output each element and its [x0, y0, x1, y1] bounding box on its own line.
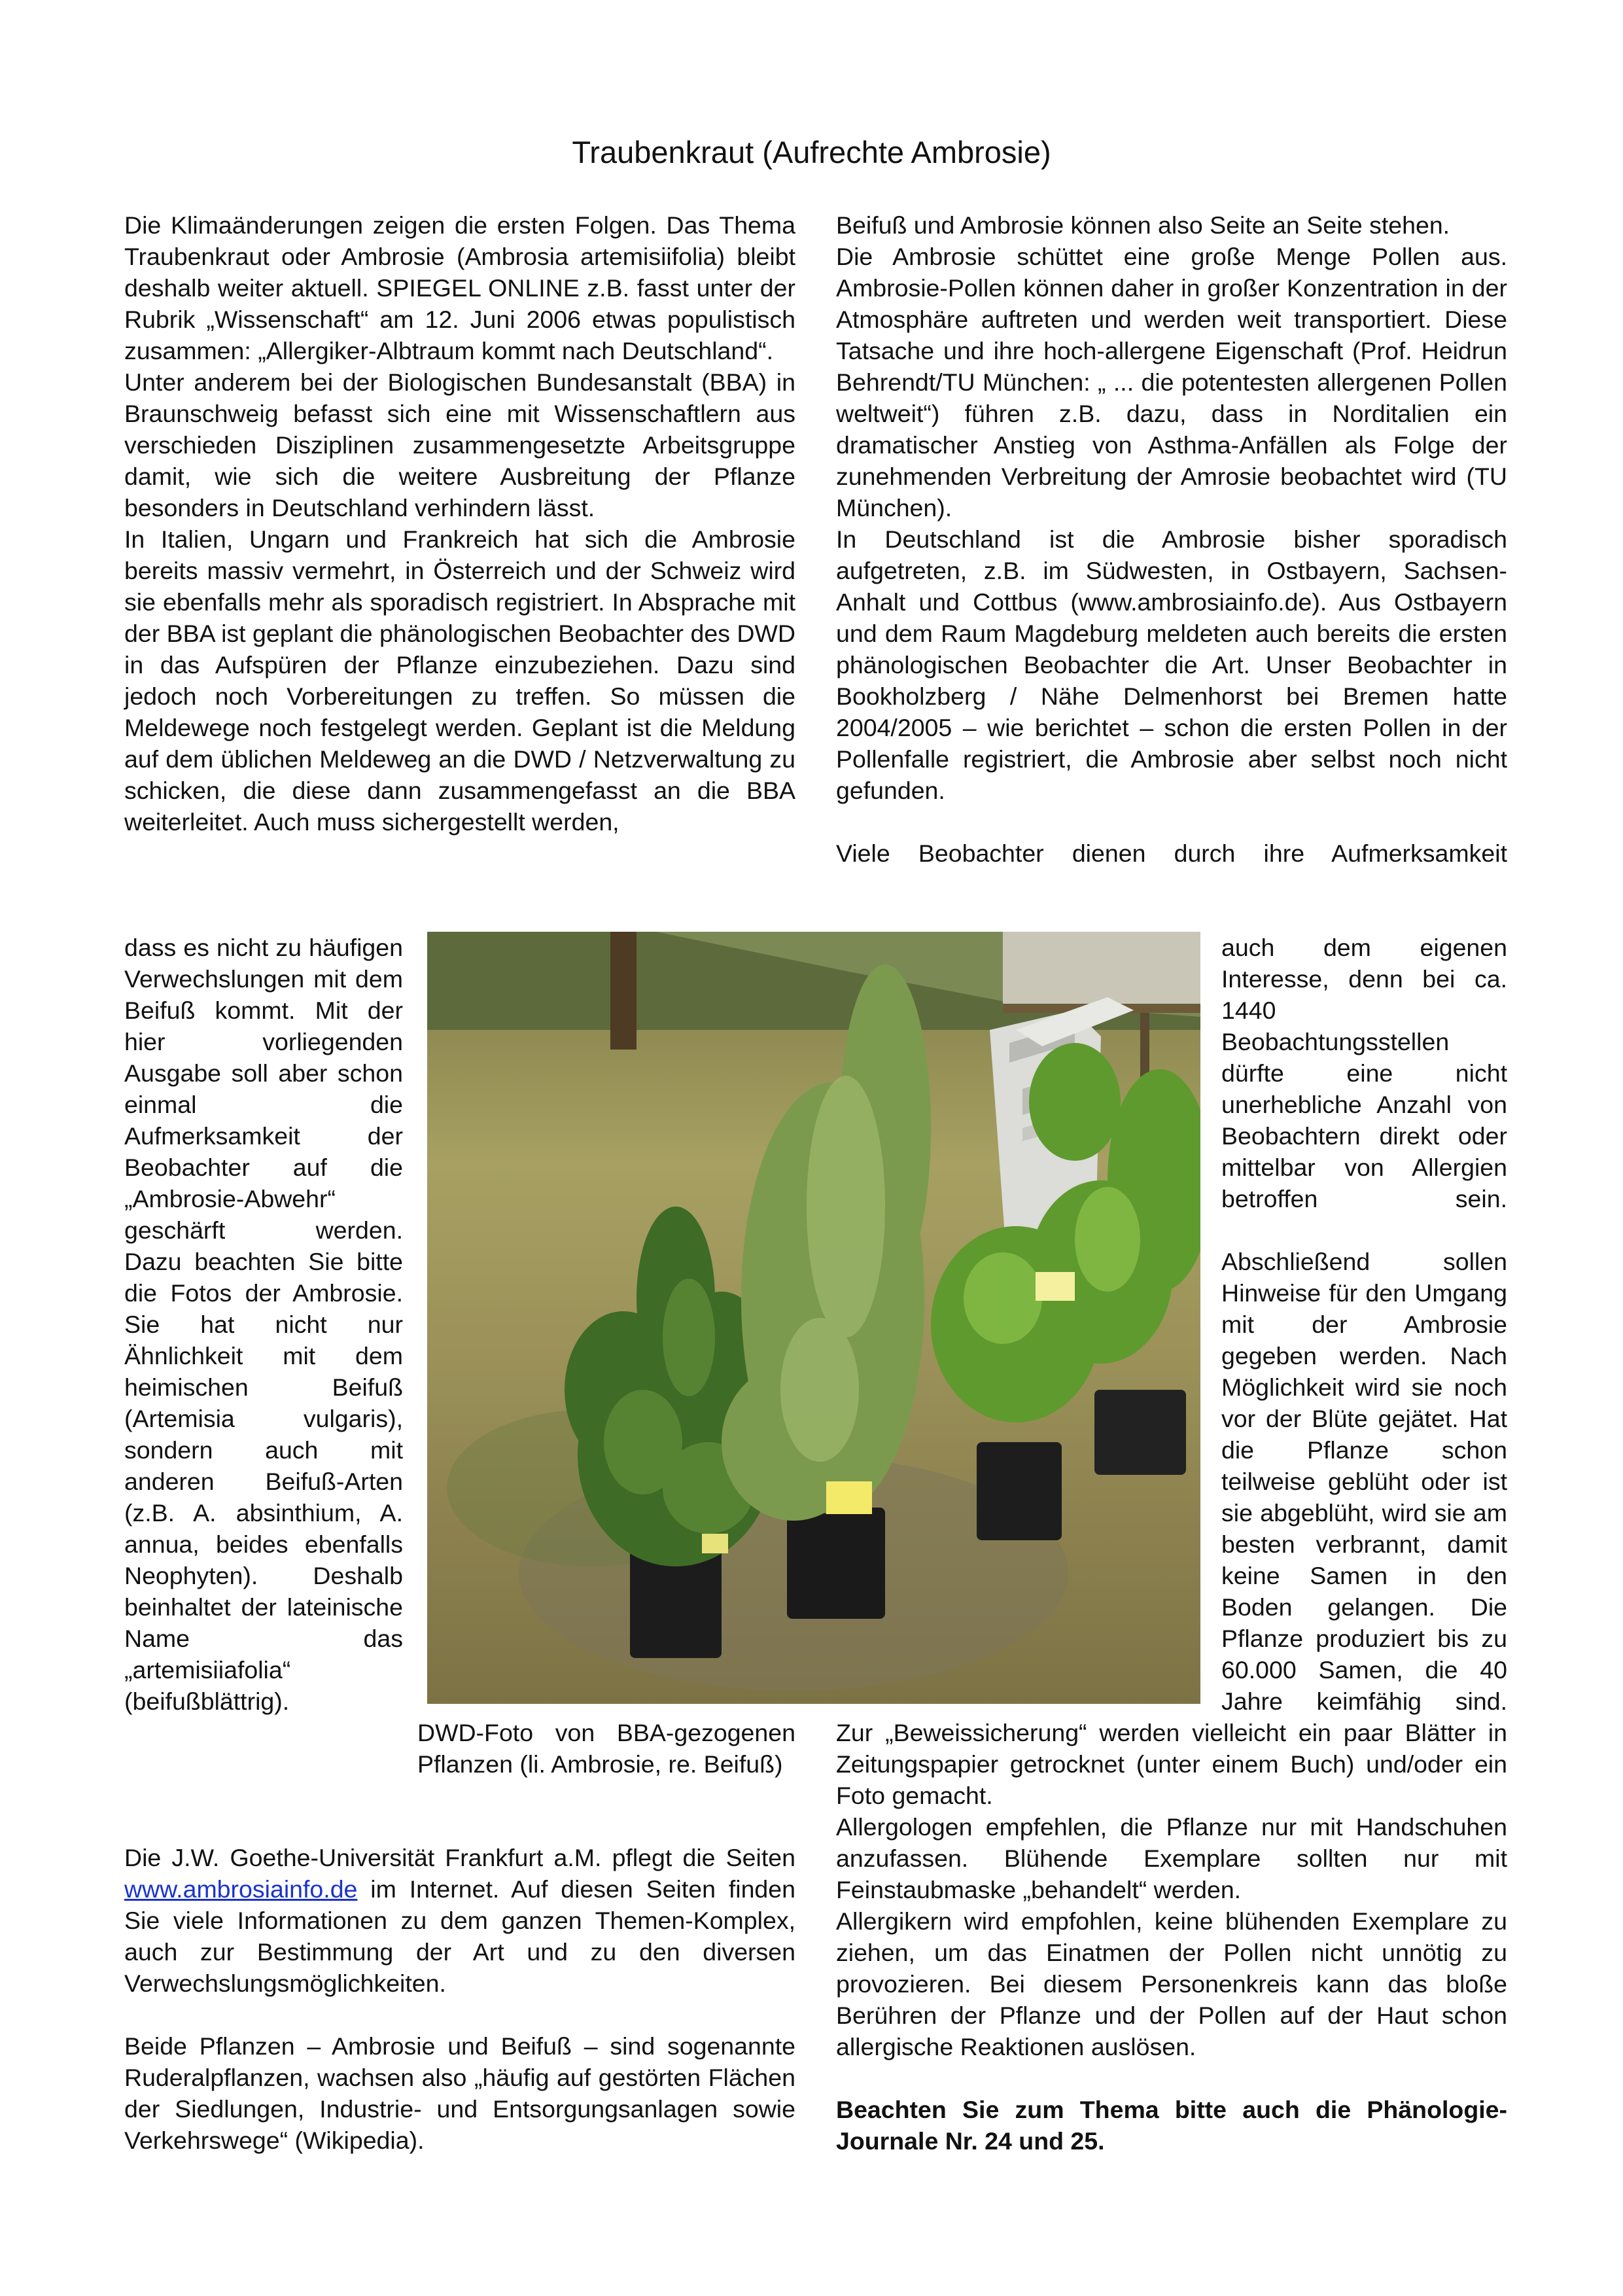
page-title: Traubenkraut (Aufrechte Ambrosie)	[572, 135, 1051, 169]
plant-photo	[427, 932, 1200, 1704]
right-column-narrow	[1221, 932, 1507, 1717]
caption-text: DWD-Foto von BBA-gezogenen Pflanzen (li. Ambrosie, re. Beifuß)	[417, 1719, 795, 1778]
paragraph: Beifuß und Ambrosie können also Seite an Seite stehen.	[836, 211, 1450, 239]
photo-caption	[417, 1717, 795, 1780]
paragraph: Dazu beachten Sie bitte die Fotos der Ambrosie.	[124, 1248, 403, 1307]
right-column-bottom	[836, 1717, 1507, 2157]
text: Die J.W. Goethe-Universität Frankfurt a.M. pflegt die Seiten	[124, 1844, 795, 1871]
paragraph: Unter anderem bei der Biologischen Bundesanstalt (BBA) in Braunschweig befasst sich eine mit Wissenschaftlern aus verschieden Disziplinen zusammengesetzte Arbeitsgruppe damit, wie sich die weitere Ausbreitung der Pflanze besonders in Deutschland verhindern lässt.	[124, 368, 795, 521]
paragraph: Die Klimaänderungen zeigen die ersten Folgen. Das Thema Traubenkraut oder Ambrosie (Ambrosia artemisiifolia) bleibt deshalb weiter aktuell. SPIEGEL ONLINE z.B. fasst unter der Rubrik „Wissenschaft“ am 12. Juni 2006 etwas populistisch zusammen: „Allergiker-Albtraum kommt nach Deutschland“.	[124, 211, 795, 364]
paragraph: auch dem eigenen Interesse, denn bei ca. 1440 Beobachtungsstellen dürfte eine nicht unerhebliche Anzahl von Beobachtern direkt oder mittelbar von Allergien betroffen sein.	[1221, 934, 1507, 1212]
paragraph: Allergologen empfehlen, die Pflanze nur mit Handschuhen anzufassen. Blühende Exemplare sollten nur mit Feinstaubmaske „behandelt“ werden.	[836, 1813, 1507, 1903]
left-column-narrow	[124, 932, 403, 1717]
paragraph: Allergikern wird empfohlen, keine blühenden Exemplare zu ziehen, um das Einatmen der Pollen nicht unnötig zu provozieren. Bei diesem Personenkreis kann das bloße Berühren der Pflanze und der Pollen auf der Haut schon allergische Reaktionen auslösen.	[836, 1907, 1507, 2060]
bold-note: Beachten Sie zum Thema bitte auch die Phänologie-Journale Nr. 24 und 25.	[836, 2096, 1507, 2155]
left-column-bottom	[124, 1842, 795, 2156]
text: im Internet. Auf diesen Seiten finden Sie viele Informationen zu dem ganzen Themen-Komplex, auch zur Bestimmung der Art und zu den diversen Verwechslungsmöglichkeiten.	[124, 1875, 795, 1997]
paragraph: Viele Beobachter dienen durch ihre Aufmerksamkeit	[836, 839, 1507, 867]
paragraph: Zur „Beweissicherung“ werden vielleicht ein paar Blätter in Zeitungspapier getrocknet (unter einem Buch) und/oder ein Foto gemacht.	[836, 1719, 1507, 1809]
paragraph: Abschließend sollen Hinweise für den Umgang mit der Ambrosie gegeben werden. Nach Möglichkeit wird sie noch vor der Blüte gejätet. Hat die Pflanze schon teilweise geblüht oder ist sie abgeblüht, wird sie am besten verbrannt, damit keine Samen in den Boden gelangen. Die Pflanze produziert bis zu 60.000 Samen, die 40 Jahre keimfähig sind.	[1221, 1248, 1507, 1715]
paragraph: In Deutschland ist die Ambrosie bisher sporadisch aufgetreten, z.B. im Südwesten, in Ostbayern, Sachsen-Anhalt und Cottbus (www.ambrosiainfo.de). Aus Ostbayern und dem Raum Magdeburg meldeten auch bereits die ersten phänologischen Beobachter die Art. Unser Beobachter in Bookholzberg / Nähe Delmenhorst bei Bremen hatte 2004/2005 – wie berichtet – schon die ersten Pollen in der Pollenfalle registriert, die Ambrosie aber selbst noch nicht gefunden.	[836, 525, 1507, 804]
ambrosiainfo-link[interactable]: www.ambrosiainfo.de	[124, 1875, 358, 1903]
paragraph: Die Ambrosie schüttet eine große Menge Pollen aus. Ambrosie-Pollen können daher in großer Konzentration in der Atmosphäre auftreten und werden weit transportiert. Diese Tatsache und ihre hoch-allergene Eigenschaft (Prof. Heidrun Behrendt/TU München: „ ... die potentesten allergenen Pollen weltweit“) führen z.B. dazu, dass in Norditalien ein dramatischer Anstieg von Asthma-Anfällen als Folge der zunehmenden Verbreitung der Amrosie beobachtet wird (TU München).	[836, 243, 1507, 521]
plant-photo-illustration	[427, 932, 1200, 1704]
paragraph: Beide Pflanzen – Ambrosie und Beifuß – sind sogenannte Ruderalpflanzen, wachsen also „häufig auf gestörten Flächen der Siedlungen, Industrie- und Entsorgungsanlagen sowie Verkehrswege“ (Wikipedia).	[124, 2032, 795, 2154]
left-column-top	[124, 209, 795, 838]
paragraph: Sie hat nicht nur Ähnlichkeit mit dem heimischen Beifuß (Artemisia vulgaris), sondern auch mit anderen Beifuß-Arten (z.B. A. absinthium, A. annua, beides ebenfalls Neophyten). Deshalb beinhaltet der lateinische Name das „artemisiiafolia“ (beifußblättrig).	[124, 1311, 403, 1715]
paragraph: In Italien, Ungarn und Frankreich hat sich die Ambrosie bereits massiv vermehrt, in Österreich und der Schweiz wird sie ebenfalls mehr als sporadisch registriert. In Absprache mit der BBA ist geplant die phänologischen Beobachter des DWD in das Aufspüren der Pflanze einzubeziehen. Dazu sind jedoch noch Vorbereitungen zu treffen. So müssen die Meldewege noch festgelegt werden. Geplant ist die Meldung auf dem üblichen Meldeweg an die DWD / Netzverwaltung zu schicken, die diese dann zusammengefasst an die BBA weiterleitet. Auch muss sichergestellt werden,	[124, 525, 795, 836]
paragraph	[836, 2094, 1507, 2157]
paragraph	[124, 1842, 795, 1999]
right-column-top	[836, 209, 1507, 869]
paragraph: dass es nicht zu häufigen Verwechslungen mit dem Beifuß kommt. Mit der hier vorliegenden Ausgabe soll aber schon einmal die Aufmerksamkeit der Beobachter auf die „Ambrosie-Abwehr“ geschärft werden.	[124, 934, 403, 1244]
